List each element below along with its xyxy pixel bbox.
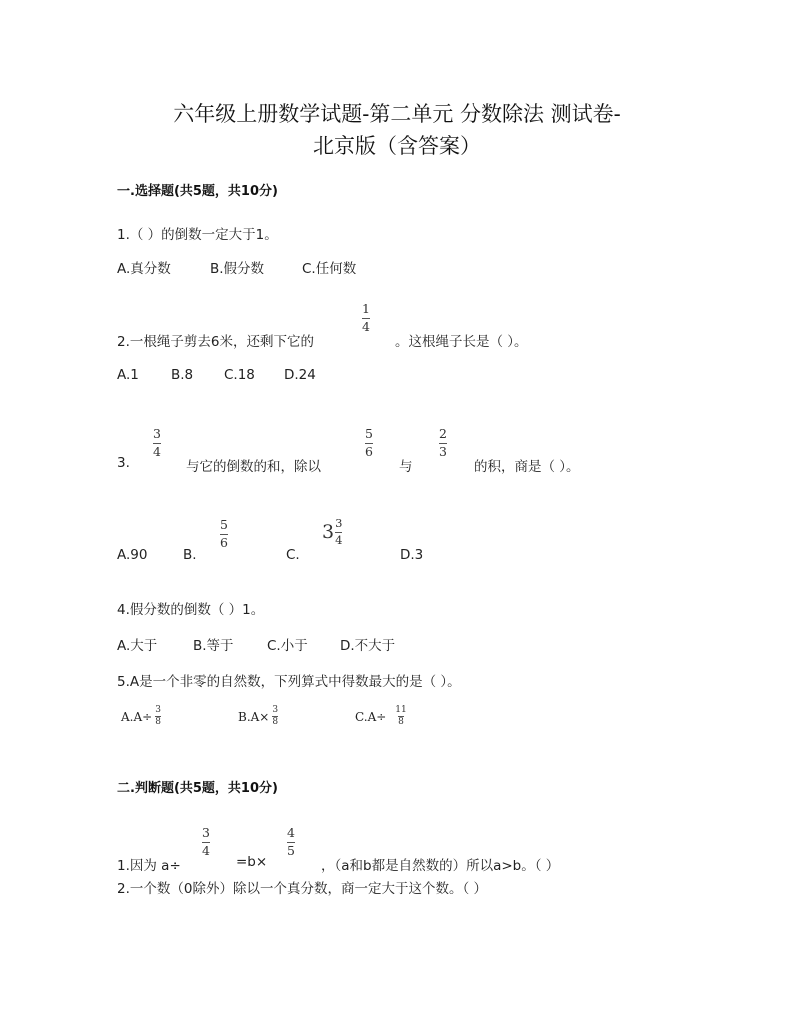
judgment-1-fraction-a [201,827,211,857]
option-label: B.A× [238,709,270,724]
question-3-fraction-c [438,428,448,458]
question-5-option-b [238,706,279,727]
question-3-option-c-mixed-number [322,518,343,546]
fraction-denominator: 5 [287,842,295,858]
question-1-option-b: B.假分数 [210,261,265,277]
fraction-denominator: 4 [335,532,343,547]
page-title-line-1: 六年级上册数学试题-第二单元 分数除法 测试卷- [173,102,621,126]
question-3-fraction-a [152,428,162,458]
fraction-numerator: 2 [439,426,447,441]
page-title-line-2: 北京版（含答案） [313,134,481,158]
question-3-number: 3. [117,455,130,471]
question-5-option-c [355,706,408,727]
question-3-text-3: 的积，商是（ ）。 [474,459,580,475]
fraction-denominator: 8 [272,717,279,727]
question-3-text-1: 与它的倒数的和，除以 [186,459,321,475]
question-2-fraction [361,303,371,333]
question-1-text: 1.（ ）的倒数一定大于1。 [117,227,278,243]
option-label: C.A÷ [355,709,387,724]
question-4-option-c: C.小于 [267,638,308,654]
question-2-text-before: 2.一根绳子剪去6米，还剩下它的 [117,334,314,350]
fraction-numerator: 3 [202,825,210,840]
question-3-option-b-label: B. [183,547,197,563]
fraction-numerator: 3 [153,426,161,441]
fraction-denominator: 8 [398,717,404,727]
question-2-option-b: B.8 [171,367,194,383]
fraction-denominator: 6 [220,534,228,550]
fraction-numerator: 3 [155,705,161,715]
question-3-option-a: A.90 [117,547,148,563]
question-3-text-2: 与 [399,459,413,475]
judgment-1-fraction-b [286,827,296,857]
option-fraction [154,706,162,727]
option-fraction [394,706,407,727]
fraction-numerator: 3 [272,705,279,715]
question-4-option-a: A.大于 [117,638,158,654]
fraction-denominator: 4 [362,318,370,334]
question-1-option-a: A.真分数 [117,261,171,277]
fraction-numerator: 5 [365,426,373,441]
fraction-denominator: 8 [155,717,161,727]
question-3-option-d: D.3 [400,547,424,563]
question-3-option-c-label: C. [286,547,300,563]
fraction-denominator: 3 [439,443,447,459]
judgment-1-text-2: =b× [236,854,268,870]
question-2-option-d: D.24 [284,367,316,383]
fraction-numerator: 5 [220,517,228,532]
mixed-number-fraction [334,518,343,546]
fraction-denominator: 6 [365,443,373,459]
question-3-fraction-b [364,428,374,458]
question-5-text: 5.A是一个非零的自然数，下列算式中得数最大的是（ ）。 [117,674,461,690]
judgment-2-text: 2.一个数（0除外）除以一个真分数，商一定大于这个数。（ ） [117,881,488,897]
question-4-option-d: D.不大于 [340,638,396,654]
question-3-option-b-fraction [219,519,229,549]
question-5-option-a [121,706,162,727]
fraction-denominator: 4 [153,443,161,459]
option-fraction [271,706,279,727]
option-label: A.A÷ [121,709,153,724]
section-heading-choice: 一.选择题(共5题，共10分) [117,184,278,199]
mixed-number-whole: 3 [322,521,335,543]
judgment-1-text-3: ，（a和b都是自然数的）所以a>b。（ ） [321,858,560,874]
fraction-numerator: 3 [335,516,343,530]
fraction-denominator: 4 [202,842,210,858]
question-4-option-b: B.等于 [193,638,234,654]
section-heading-judgment: 二.判断题(共5题，共10分) [117,781,278,796]
fraction-numerator: 1 [362,301,370,316]
judgment-1-text-1: 1.因为 a÷ [117,858,181,874]
fraction-numerator: 11 [395,705,407,715]
fraction-numerator: 4 [287,825,295,840]
question-2-text-after: 。这根绳子长是（ ）。 [395,334,528,350]
question-2-option-c: C.18 [224,367,255,383]
question-2-option-a: A.1 [117,367,139,383]
question-4-text: 4.假分数的倒数（ ）1。 [117,602,265,618]
question-1-option-c: C.任何数 [302,261,357,277]
